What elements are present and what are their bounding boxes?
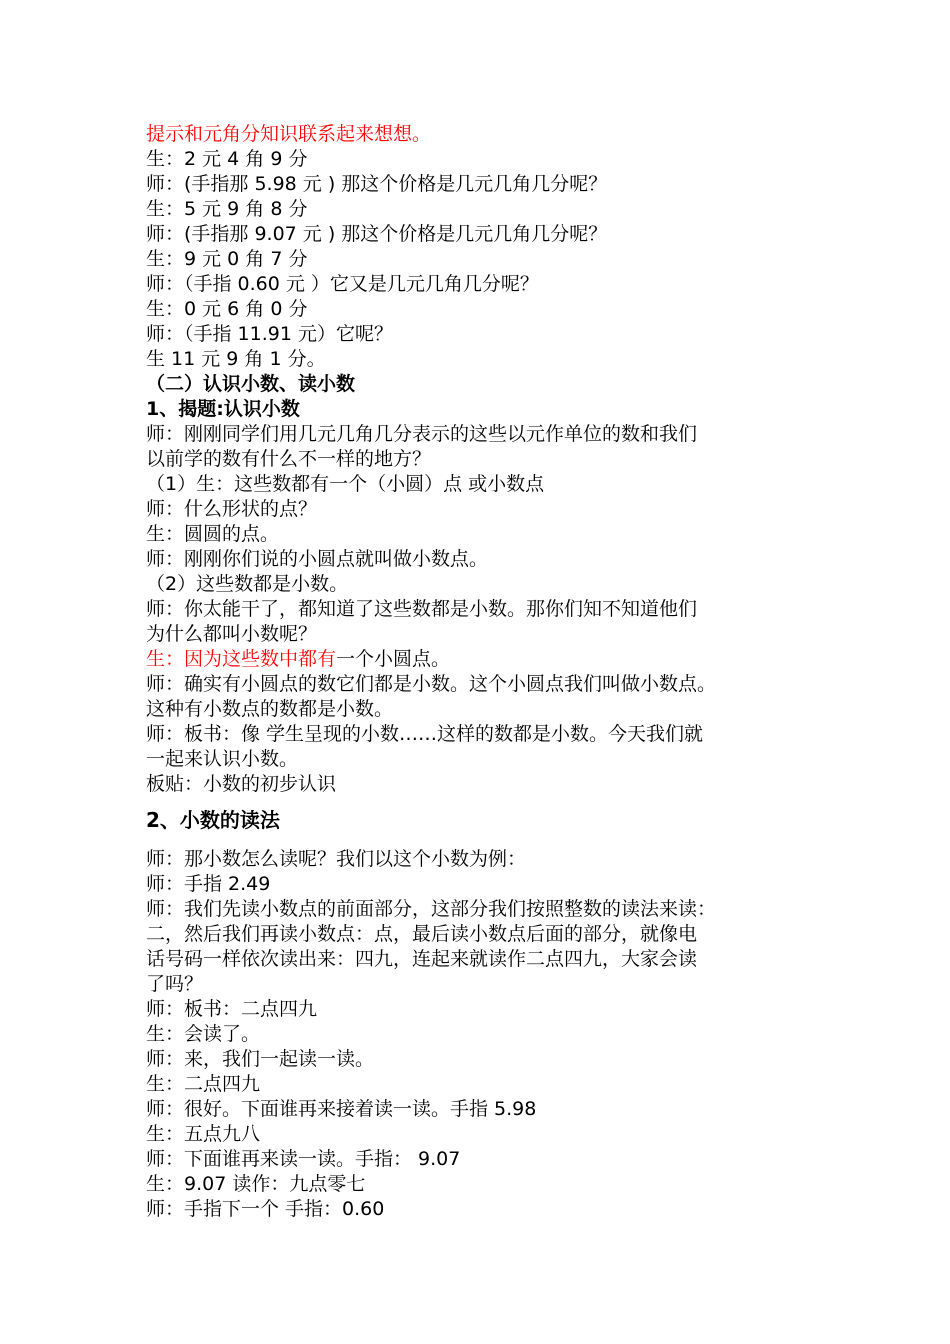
text-line: 师：刚刚你们说的小圆点就叫做小数点。 [146, 548, 489, 570]
text-line: 话号码一样依次读出来：四九，连起来就读作二点四九，大家会读 [146, 948, 698, 970]
text-line: 师：那小数怎么读呢？我们以这个小数为例： [146, 848, 527, 870]
text-line: 师：下面谁再来读一读。手指： 9.07 [146, 1148, 461, 1170]
text-line: 师：(手指那 9.07 元 ) 那这个价格是几元几角几分呢？ [146, 223, 608, 245]
text-line: 生：二点四九 [146, 1073, 261, 1095]
text-line: 生 11 元 9 角 1 分。 [146, 348, 326, 370]
text-line: 生：会读了。 [146, 1023, 261, 1045]
text-line: 师：（手指 11.91 元）它呢？ [146, 323, 393, 345]
text-line: 生：9.07 读作：九点零七 [146, 1173, 366, 1195]
text-line: 师：刚刚同学们用几元几角几分表示的这些以元作单位的数和我们 [146, 423, 698, 445]
text-line: 师：手指 2.49 [146, 873, 271, 895]
text-line: 师：我们先读小数点的前面部分，这部分我们按照整数的读法来读： [146, 898, 717, 920]
text-line: 师：你太能干了，都知道了这些数都是小数。那你们知不知道他们 [146, 598, 698, 620]
text-line: 板贴：小数的初步认识 [146, 773, 337, 795]
text-line: 师：(手指那 5.98 元 ) 那这个价格是几元几角几分呢？ [146, 173, 608, 195]
document-page [146, 122, 836, 1222]
text-line: 为什么都叫小数呢？ [146, 623, 318, 645]
text-line: 师：来，我们一起读一读。 [146, 1048, 375, 1070]
text-line: 二，然后我们再读小数点：点，最后读小数点后面的部分，就像电 [146, 923, 698, 945]
text-line [146, 647, 836, 672]
text-line: 生：圆圆的点。 [146, 523, 280, 545]
text-line: 生：五点九八 [146, 1123, 261, 1145]
text-line: 师：很好。下面谁再来接着读一读。手指 5.98 [146, 1098, 537, 1120]
text-line: 生：2 元 4 角 9 分 [146, 148, 308, 170]
text-line: 了吗？ [146, 973, 204, 995]
text-line: 师：板书：二点四九 [146, 998, 318, 1020]
text-line: 一起来认识小数。 [146, 748, 299, 770]
text-line: 以前学的数有什么不一样的地方？ [146, 448, 432, 470]
subsection-heading: 1、揭题:认识小数 [146, 398, 300, 420]
text-line: 师：什么形状的点？ [146, 498, 318, 520]
section-heading: （二）认识小数、读小数 [146, 373, 356, 395]
text-line: 生：5 元 9 角 8 分 [146, 198, 308, 220]
text-line: 生：9 元 0 角 7 分 [146, 248, 308, 270]
text-line: 师：确实有小圆点的数它们都是小数。这个小圆点我们叫做小数点。 [146, 673, 717, 695]
text-line: （2）这些数都是小数。 [146, 573, 349, 595]
text-line: 这种有小数点的数都是小数。 [146, 698, 394, 720]
text-line: （1）生：这些数都有一个（小圆）点 或小数点 [146, 473, 545, 495]
text-line: 师：（手指 0.60 元 ）它又是几元几角几分呢？ [146, 273, 539, 295]
text-line: 生：0 元 6 角 0 分 [146, 298, 308, 320]
text-line: 师：手指下一个 手指：0.60 [146, 1198, 385, 1220]
text-span: 一个小圆点。 [336, 648, 451, 670]
highlighted-text: 生：因为这些数中都有 [146, 648, 337, 670]
text-line: 师：板书：像 学生呈现的小数……这样的数都是小数。今天我们就 [146, 723, 704, 745]
section-heading: 2、小数的读法 [146, 808, 280, 832]
text-line: 提示和元角分知识联系起来想想。 [146, 123, 432, 145]
